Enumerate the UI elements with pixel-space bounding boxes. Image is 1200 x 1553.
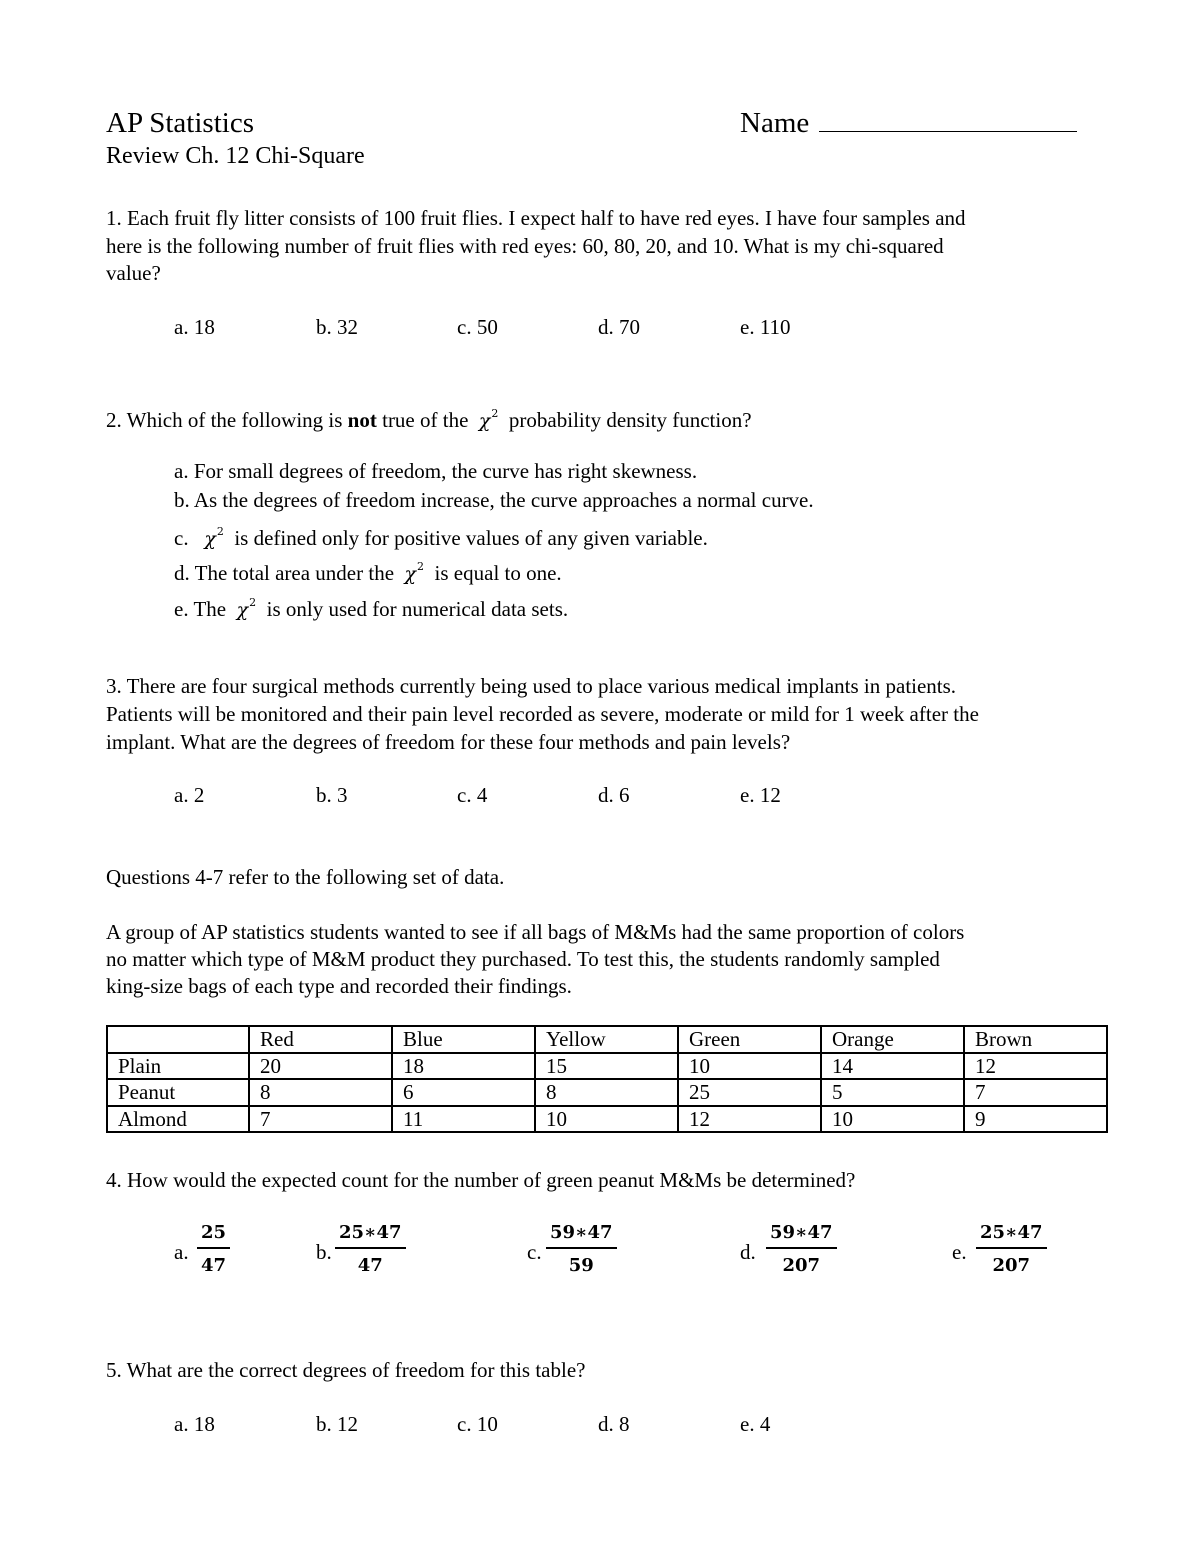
table-cell: 5 xyxy=(821,1079,964,1106)
q4-choice-b-label[interactable]: b. xyxy=(316,1240,332,1264)
chi-squared-symbol: $\chi^2$ xyxy=(236,596,257,621)
table-cell: 7 xyxy=(964,1079,1107,1106)
name-field[interactable] xyxy=(740,107,1077,140)
intro-line-3: king-size bags of each type and recorded their findings. xyxy=(106,974,572,998)
q3-line-3: implant. What are the degrees of freedom for these four methods and pain levels? xyxy=(106,730,791,754)
row-label: Plain xyxy=(107,1053,249,1080)
q2-choice-b[interactable]: b. As the degrees of freedom increase, the curve approaches a normal curve. xyxy=(174,488,814,512)
header-cell: Yellow xyxy=(535,1026,678,1053)
table-cell: 15 xyxy=(535,1053,678,1080)
row-label: Almond xyxy=(107,1106,249,1133)
table-cell: 10 xyxy=(535,1106,678,1133)
denominator: 47 xyxy=(201,1255,227,1276)
denominator: 207 xyxy=(992,1255,1031,1276)
mm-color-table xyxy=(106,1025,1108,1133)
table-cell: 10 xyxy=(678,1053,821,1080)
denominator: 207 xyxy=(782,1255,821,1276)
intro-line-1: A group of AP statistics students wanted to see if all bags of M&Ms had the same proportion of colors xyxy=(106,920,965,944)
q1-choice-c[interactable]: c. 50 xyxy=(457,315,498,339)
table-cell: 9 xyxy=(964,1106,1107,1133)
q4-choice-c-fraction[interactable] xyxy=(546,1222,617,1276)
q2-choice-e[interactable] xyxy=(174,589,568,624)
q1-line-3: value? xyxy=(106,261,161,285)
table-cell: 14 xyxy=(821,1053,964,1080)
q2-choice-c-text: is defined only for positive values of any given variable. xyxy=(234,526,708,550)
q1-line-1: 1. Each fruit fly litter consists of 100 fruit flies. I expect half to have red eyes. I have four samples and xyxy=(106,206,966,230)
table-cell: 25 xyxy=(678,1079,821,1106)
q1-choice-d[interactable]: d. 70 xyxy=(598,315,640,339)
q4-choice-e-label[interactable]: e. xyxy=(952,1240,967,1264)
numerator: 25∗47 xyxy=(335,1222,406,1249)
q5-choice-c[interactable]: c. 10 xyxy=(457,1412,498,1436)
denominator: 59 xyxy=(568,1255,594,1276)
course-title: AP Statistics xyxy=(106,107,254,139)
q2-choice-d-text-post: is equal to one. xyxy=(434,561,562,585)
chi-squared-symbol: $\chi^2$ xyxy=(204,525,224,550)
table-cell: 12 xyxy=(678,1106,821,1133)
table-row xyxy=(107,1053,1107,1080)
chi-squared-symbol: $\chi^2$ xyxy=(404,560,425,585)
chi-squared-symbol: $\chi^2$ xyxy=(478,407,499,432)
header-cell: Green xyxy=(678,1026,821,1053)
q2-text-post: probability density function? xyxy=(508,408,752,432)
q4-choice-d-label[interactable]: d. xyxy=(740,1240,756,1264)
page-subtitle: Review Ch. 12 Chi-Square xyxy=(106,143,365,169)
intro-line-2: no matter which type of M&M product they purchased. To test this, the students randomly sampled xyxy=(106,947,940,971)
q4-choice-d-fraction[interactable] xyxy=(766,1222,837,1276)
table-header-row xyxy=(107,1026,1107,1053)
header-cell xyxy=(107,1026,249,1053)
table-row xyxy=(107,1079,1107,1106)
name-blank-line[interactable] xyxy=(819,107,1077,132)
q5-question: 5. What are the correct degrees of freedom for this table? xyxy=(106,1358,586,1382)
q2-choice-e-text-pre: e. The xyxy=(174,597,227,621)
q2-choice-c-label: c. xyxy=(174,526,189,550)
q1-choice-e[interactable]: e. 110 xyxy=(740,315,791,339)
q1-line-2: here is the following number of fruit flies with red eyes: 60, 80, 20, and 10. What is my chi-squared xyxy=(106,234,944,258)
numerator: 25 xyxy=(197,1222,230,1249)
table-cell: 11 xyxy=(392,1106,535,1133)
header-cell: Orange xyxy=(821,1026,964,1053)
numerator: 59∗47 xyxy=(546,1222,617,1249)
header-cell: Red xyxy=(249,1026,392,1053)
q1-choice-a[interactable]: a. 18 xyxy=(174,315,215,339)
q2-text-pre: 2. Which of the following is xyxy=(106,408,343,432)
q2-text-mid: true of the xyxy=(382,408,469,432)
q3-line-1: 3. There are four surgical methods currently being used to place various medical implants in patients. xyxy=(106,674,957,698)
table-cell: 20 xyxy=(249,1053,392,1080)
table-cell: 10 xyxy=(821,1106,964,1133)
table-cell: 8 xyxy=(535,1079,678,1106)
q4-choice-e-fraction[interactable] xyxy=(976,1222,1047,1276)
q3-choice-d[interactable]: d. 6 xyxy=(598,783,630,807)
table-cell: 6 xyxy=(392,1079,535,1106)
q2-choice-e-text-post: is only used for numerical data sets. xyxy=(266,597,569,621)
row-label: Peanut xyxy=(107,1079,249,1106)
table-cell: 12 xyxy=(964,1053,1107,1080)
q5-choice-e[interactable]: e. 4 xyxy=(740,1412,771,1436)
q2-choice-c[interactable] xyxy=(174,518,708,553)
denominator: 47 xyxy=(357,1255,383,1276)
numerator: 59∗47 xyxy=(766,1222,837,1249)
header-cell: Blue xyxy=(392,1026,535,1053)
q4-choice-b-fraction[interactable] xyxy=(335,1222,406,1276)
numerator: 25∗47 xyxy=(976,1222,1047,1249)
table-cell: 18 xyxy=(392,1053,535,1080)
q5-choice-a[interactable]: a. 18 xyxy=(174,1412,215,1436)
q4-question: 4. How would the expected count for the number of green peanut M&Ms be determined? xyxy=(106,1168,856,1192)
data-reference-note: Questions 4-7 refer to the following set of data. xyxy=(106,865,505,889)
q3-line-2: Patients will be monitored and their pain level recorded as severe, moderate or mild for 1 week after the xyxy=(106,702,979,726)
q1-choice-b[interactable]: b. 32 xyxy=(316,315,358,339)
q2-choice-a[interactable]: a. For small degrees of freedom, the curve has right skewness. xyxy=(174,459,698,483)
q2-choice-d-text-pre: d. The total area under the xyxy=(174,561,395,585)
q3-choice-b[interactable]: b. 3 xyxy=(316,783,348,807)
header-cell: Brown xyxy=(964,1026,1107,1053)
q4-choice-c-label[interactable]: c. xyxy=(527,1240,542,1264)
q2-emphasis-not: not xyxy=(347,408,377,432)
table-row xyxy=(107,1106,1107,1133)
name-label: Name xyxy=(740,107,810,139)
table-cell: 7 xyxy=(249,1106,392,1133)
q5-choice-d[interactable]: d. 8 xyxy=(598,1412,630,1436)
q4-choice-a-fraction[interactable] xyxy=(197,1222,230,1276)
q3-choice-a[interactable]: a. 2 xyxy=(174,783,205,807)
table-cell: 8 xyxy=(249,1079,392,1106)
q3-choice-c[interactable]: c. 4 xyxy=(457,783,488,807)
q4-choice-a-label[interactable]: a. xyxy=(174,1240,189,1264)
q2-choice-d[interactable] xyxy=(174,553,562,588)
q3-choice-e[interactable]: e. 12 xyxy=(740,783,781,807)
q5-choice-b[interactable]: b. 12 xyxy=(316,1412,358,1436)
q2-question xyxy=(106,400,752,435)
